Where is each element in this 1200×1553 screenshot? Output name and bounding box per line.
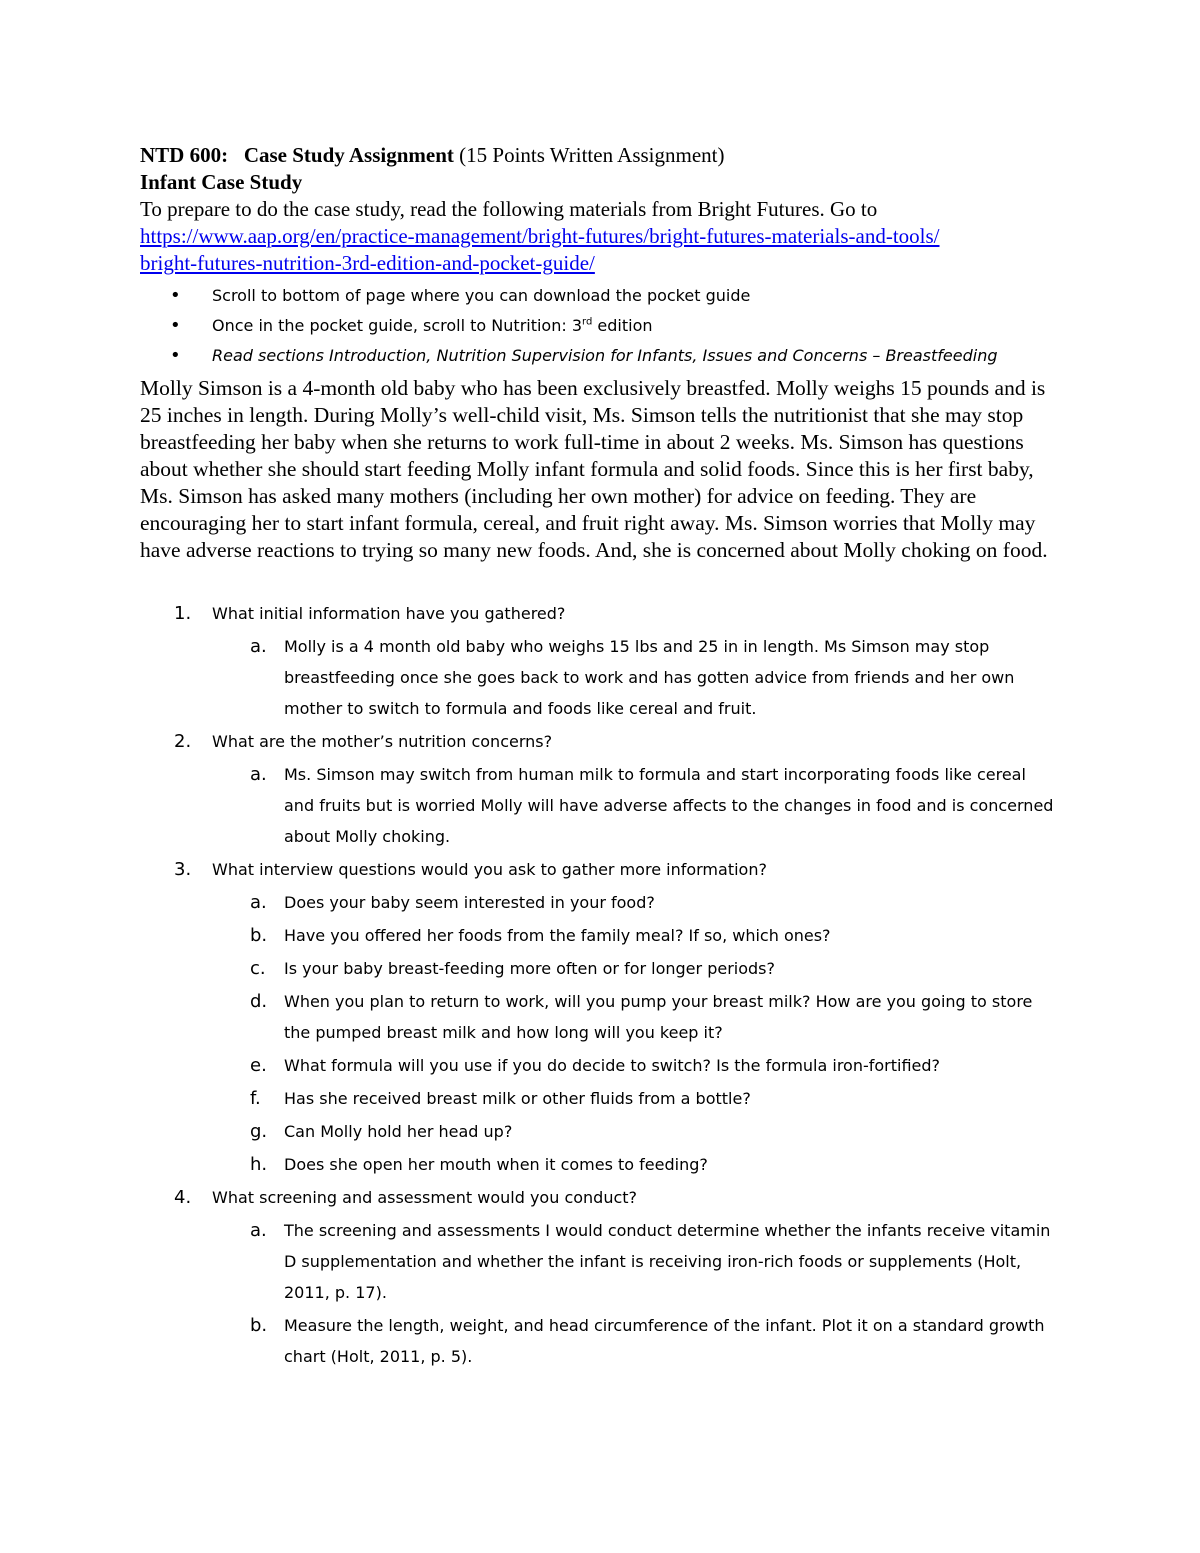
answer-item	[212, 887, 1060, 918]
answer-text: Have you offered her foods from the family meal? If so, which ones?	[284, 926, 831, 945]
points-note: (15 Points Written Assignment)	[459, 143, 725, 167]
answer-letter: a.	[250, 892, 267, 913]
answer-item	[212, 1116, 1060, 1147]
bullet-icon: •	[170, 285, 181, 306]
bullet-item	[140, 311, 1060, 341]
document-subtitle: Infant Case Study	[140, 170, 303, 194]
answer-letter: b.	[250, 1315, 268, 1336]
answer-letter: d.	[250, 991, 268, 1012]
answer-list	[212, 887, 1060, 1180]
answer-text: Has she received breast milk or other fluids from a bottle?	[284, 1089, 751, 1108]
question-number: 1.	[174, 603, 192, 624]
answer-text: What formula will you use if you do decide to switch? Is the formula iron-fortified?	[284, 1056, 941, 1075]
document-title	[140, 142, 1060, 169]
bullet-item	[140, 341, 1060, 371]
question-item	[140, 1182, 1060, 1372]
question-list	[140, 598, 1060, 1372]
bullet-text-part: Once in the pocket guide, scroll to Nutrition: 3	[212, 316, 583, 335]
answer-letter: f.	[250, 1088, 261, 1109]
answer-text: Can Molly hold her head up?	[284, 1122, 513, 1141]
answer-item	[212, 631, 1060, 724]
answer-letter: c.	[250, 958, 266, 979]
document-content	[140, 142, 1060, 1374]
answer-list	[212, 759, 1060, 852]
question-text: What screening and assessment would you conduct?	[212, 1188, 638, 1207]
answer-item	[212, 920, 1060, 951]
instruction-bullets	[140, 281, 1060, 371]
intro-text	[140, 196, 1060, 277]
answer-letter: b.	[250, 925, 268, 946]
bright-futures-link-line-1[interactable]: https://www.aap.org/en/practice-management/bright-futures/bright-futures-materials-and-tools/	[140, 224, 940, 248]
ordinal-suffix: rd	[582, 316, 593, 328]
answer-letter: a.	[250, 764, 267, 785]
answer-letter: a.	[250, 636, 267, 657]
answer-letter: a.	[250, 1220, 267, 1241]
answer-text: Molly is a 4 month old baby who weighs 15 lbs and 25 in in length. Ms Simson may stop breastfeeding once she goes back to work and has gotten advice from friends and her own mother to switch to formula and foods like cereal and fruit.	[284, 637, 1015, 718]
question-text: What initial information have you gathered?	[212, 604, 566, 623]
answer-item	[212, 1083, 1060, 1114]
question-number: 4.	[174, 1187, 192, 1208]
bullet-icon: •	[170, 345, 181, 366]
answer-text: Measure the length, weight, and head circumference of the infant. Plot it on a standard growth chart (Holt, 2011, p. 5).	[284, 1316, 1045, 1366]
question-item	[140, 598, 1060, 724]
answer-text: Is your baby breast-feeding more often or for longer periods?	[284, 959, 775, 978]
answer-item	[212, 1050, 1060, 1081]
answer-letter: g.	[250, 1121, 268, 1142]
question-number: 3.	[174, 859, 192, 880]
bullet-text	[212, 316, 653, 335]
question-text: What are the mother’s nutrition concerns?	[212, 732, 553, 751]
question-item	[140, 726, 1060, 852]
bright-futures-link-line-2[interactable]: bright-futures-nutrition-3rd-edition-and-pocket-guide/	[140, 251, 595, 275]
question-text: What interview questions would you ask to gather more information?	[212, 860, 767, 879]
course-code: NTD 600:	[140, 143, 229, 167]
answer-text: Ms. Simson may switch from human milk to formula and start incorporating foods like cereal and fruits but is worried Molly will have adverse affects to the changes in food and is concerned about Molly choking.	[284, 765, 1054, 846]
bullet-text-part: edition	[592, 316, 653, 335]
assignment-title: Case Study Assignment	[243, 143, 454, 167]
answer-item	[212, 1310, 1060, 1372]
answer-text: Does your baby seem interested in your food?	[284, 893, 655, 912]
answer-list	[212, 1215, 1060, 1372]
answer-text: Does she open her mouth when it comes to feeding?	[284, 1155, 708, 1174]
answer-item	[212, 953, 1060, 984]
case-paragraph: Molly Simson is a 4-month old baby who has been exclusively breastfed. Molly weighs 15 pounds and is 25 inches in length. During Molly’s well-child visit, Ms. Simson tells the nutritionist that she may stop breastfeeding her baby when she returns to work full-time in about 2 weeks. Ms. Simson has questions about whether she should start feeding Molly infant formula and solid foods. Since this is her first baby, Ms. Simson has asked many mothers (including her own mother) for advice on feeding. They are encouraging her to start infant formula, cereal, and fruit right away. Ms. Simson worries that Molly may have adverse reactions to trying so many new foods. And, she is concerned about Molly choking on food.	[140, 376, 1048, 562]
answer-list	[212, 631, 1060, 724]
answer-item	[212, 1149, 1060, 1180]
bullet-text: Read sections Introduction, Nutrition Supervision for Infants, Issues and Concerns – Breastfeeding	[212, 346, 998, 365]
answer-item	[212, 759, 1060, 852]
bullet-item	[140, 281, 1060, 311]
question-item	[140, 854, 1060, 1180]
answer-text: The screening and assessments I would conduct determine whether the infants receive vitamin D supplementation and whether the infant is receiving iron-rich foods or supplements (Holt, 2011, p. 17).	[284, 1221, 1051, 1302]
answer-text: When you plan to return to work, will you pump your breast milk? How are you going to store the pumped breast milk and how long will you keep it?	[284, 992, 1033, 1042]
answer-letter: e.	[250, 1055, 267, 1076]
question-number: 2.	[174, 731, 192, 752]
bullet-text: Scroll to bottom of page where you can download the pocket guide	[212, 286, 751, 305]
answer-item	[212, 986, 1060, 1048]
answer-item	[212, 1215, 1060, 1308]
answer-letter: h.	[250, 1154, 268, 1175]
bullet-icon: •	[170, 315, 181, 336]
intro-sentence: To prepare to do the case study, read the following materials from Bright Futures. Go to	[140, 197, 878, 221]
